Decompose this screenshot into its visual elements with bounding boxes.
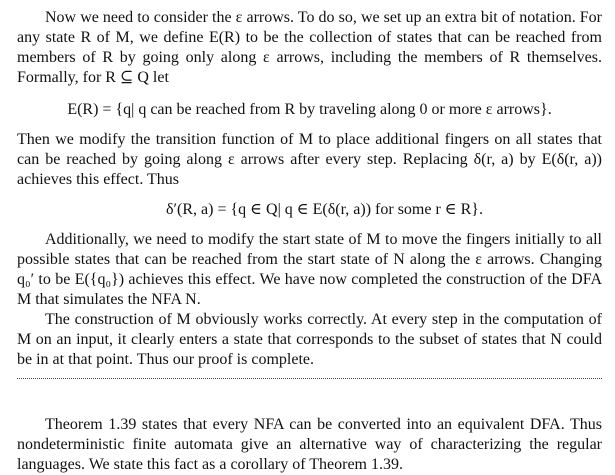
paragraph-correctness: The construction of M obviously works correctly. At every step in the computation of M on an input, it clearly enters a state that corresponds to the subset of states that N could be in at that point. Thus our proof is complete. [17,311,602,368]
paragraph-start-state: Additionally, we need to modify the start state of M to move the fingers initially to all possible states that can be reached from the start state of N along the ε arrows. Changing q₀′ to be E({q₀}) achieves this effect. We have now completed the construction of the DFA M that simulates the NFA N. [17,231,602,308]
dotted-divider [17,378,602,379]
paragraph-epsilon-notation: Now we need to consider the ε arrows. To do so, we set up an extra bit of notation. For any state R of M, we define E(R) to be the collection of states that can be reached from members of R by going only along ε arrows, including the members of R themselves. Formally, for R ⊆ Q let [17,9,602,86]
equation-epsilon-closure: E(R) = {q| q can be reached from R by traveling along 0 or more ε arrows}. [67,101,552,118]
paragraph-transition-function: Then we modify the transition function of M to place additional fingers on all states that can be reached by going along ε arrows after every step. Replacing δ(r, a) by E(δ(r, a)) achieves this effect. Thus [17,131,602,188]
textbook-page [17,8,602,475]
equation-new-transition: δ′(R, a) = {q ∈ Q| q ∈ E(δ(r, a)) for some r ∈ R}. [166,201,483,218]
paragraph-theorem-summary: Theorem 1.39 states that every NFA can be converted into an equivalent DFA. Thus nondeterministic finite automata give an alternative way of characterizing the regular languages. We state this fact as a corollary of Theorem 1.39. [17,416,602,473]
